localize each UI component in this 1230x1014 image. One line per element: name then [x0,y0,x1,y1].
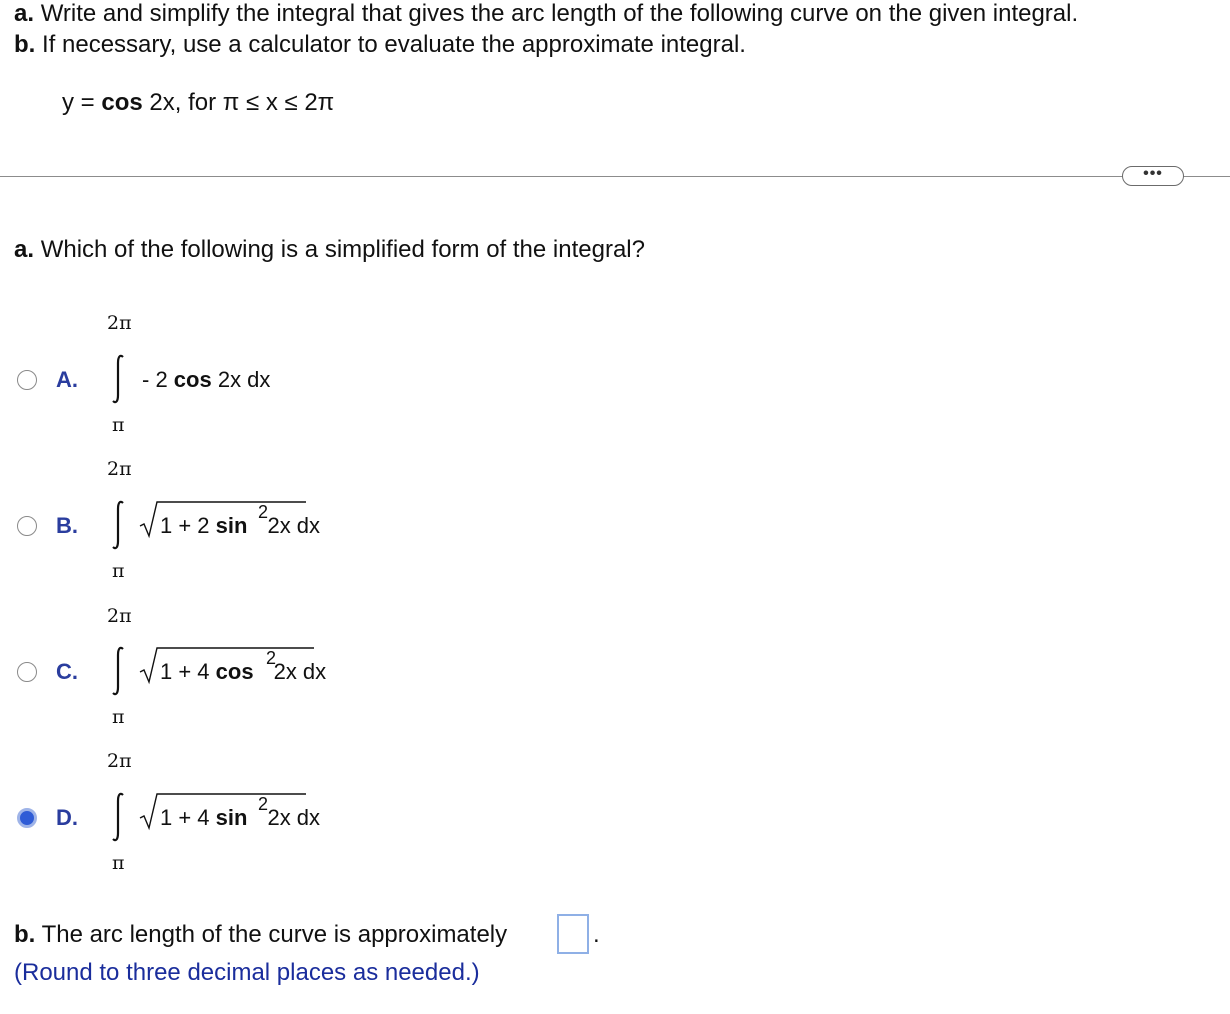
curve-arg: 2x, for π ≤ x ≤ 2π [149,89,335,116]
option-d-power: 2 [258,794,269,814]
option-b-prefix: 1 + 2 [160,513,216,538]
ellipsis-icon: ••• [1143,165,1163,182]
option-c-fn: cos [215,659,254,684]
option-b-letter[interactable]: B. [56,513,78,538]
part-a-question [14,236,645,264]
option-b-lower-limit: π [112,560,125,582]
option-b-radio[interactable] [17,516,37,536]
curve-definition [62,89,334,117]
option-b-upper-limit: 2π [107,458,132,480]
problem-line-b [14,31,746,59]
option-b-suffix: 2x dx [267,513,321,538]
option-a-integrand [142,367,270,393]
option-b-power: 2 [258,502,269,522]
option-a-radio[interactable] [17,370,37,390]
part-a-question-text: Which of the following is a simplified form of the integral? [40,236,645,263]
option-b-fn: sin [215,513,248,538]
part-b-text: The arc length of the curve is approximately [41,921,508,948]
problem-line-a-label: a. [14,0,35,27]
integral-sign-icon [108,499,128,551]
option-d-lower-limit: π [112,852,125,874]
problem-line-a-text: Write and simplify the integral that gives the arc length of the following curve on the given integral. [40,0,1079,27]
option-c-upper-limit: 2π [107,605,132,627]
option-c-radio[interactable] [17,662,37,682]
option-c-lower-limit: π [112,706,125,728]
problem-line-a [14,0,1078,28]
option-d-integrand [160,805,320,831]
option-d-fn: sin [215,805,248,830]
option-a-suffix: 2x dx [211,367,271,392]
option-a-lower-limit: π [112,414,125,436]
more-options-button[interactable] [1122,166,1184,186]
section-divider [0,176,1230,177]
option-a-upper-limit: 2π [107,312,132,334]
option-c-prefix: 1 + 4 [160,659,216,684]
problem-line-b-label: b. [14,31,36,58]
option-b-integrand [160,513,320,539]
option-d-radio[interactable] [17,808,37,828]
option-c-letter[interactable]: C. [56,659,78,684]
option-c-power: 2 [266,648,277,668]
integral-sign-icon [108,791,128,843]
part-b-statement [14,921,507,949]
option-d-letter[interactable]: D. [56,805,78,830]
option-d-upper-limit: 2π [107,750,132,772]
integral-sign-icon [108,645,128,697]
curve-y: y = [62,89,95,116]
option-a-prefix: - 2 [142,367,174,392]
option-c-suffix: 2x dx [273,659,327,684]
part-b-period: . [593,921,600,948]
rounding-hint: (Round to three decimal places as needed.) [14,959,480,986]
integral-sign-icon [108,353,128,405]
arc-length-answer-input[interactable] [557,914,589,954]
option-d-suffix: 2x dx [267,805,321,830]
option-c-integrand [160,659,326,685]
option-a-letter[interactable]: A. [56,367,78,392]
option-d-prefix: 1 + 4 [160,805,216,830]
problem-line-b-text: If necessary, use a calculator to evaluate the approximate integral. [42,31,746,58]
part-a-label: a. [14,236,35,263]
part-b-label: b. [14,921,36,948]
option-a-fn: cos [173,367,212,392]
curve-fn: cos [101,89,143,116]
